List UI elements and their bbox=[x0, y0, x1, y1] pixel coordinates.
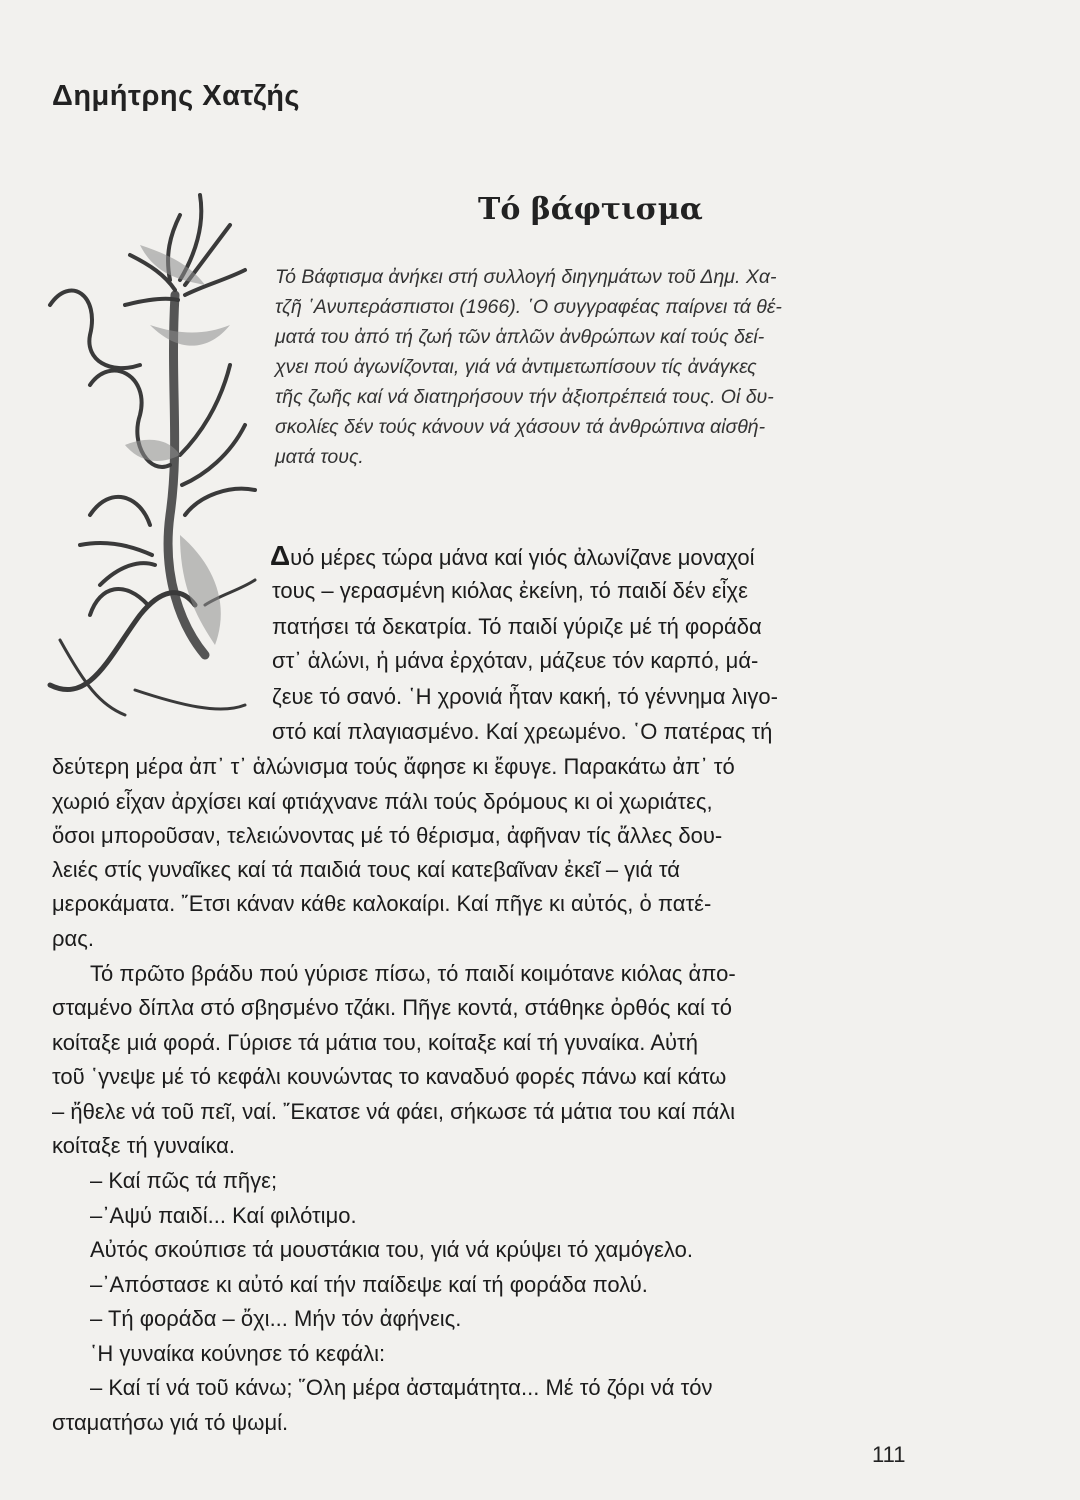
flower-illustration-icon bbox=[30, 185, 290, 740]
story-line: δεύτερη μέρα ἀπ᾿ τ᾿ ἁλώνισμα τούς ἄφησε κι ἔφυγε. Παρακάτω ἀπ᾿ τό bbox=[52, 754, 735, 779]
story-title: Τό βάφτισμα bbox=[478, 192, 703, 227]
story-line: Αὐτός σκούπισε τά μουστάκια του, γιά νά κρύψει τό χαμόγελο. bbox=[90, 1237, 693, 1262]
story-line: κοίταξε τή γυναίκα. bbox=[52, 1133, 235, 1158]
story-line: λειές στίς γυναῖκες καί τά παιδιά τους καί κατεβαῖναν ἐκεῖ – γιά τά bbox=[52, 857, 680, 882]
story-line: Τό πρῶτο βράδυ πού γύρισε πίσω, τό παιδί κοιμότανε κιόλας ἀπο- bbox=[90, 961, 736, 986]
author-name: Δημήτρης Χατζής bbox=[52, 80, 301, 112]
intro-line: σκολίες δέν τούς κάνουν νά χάσουν τά ἀνθρώπινα αἰσθή- bbox=[275, 416, 766, 438]
story-line: πατήσει τά δεκατρία. Τό παιδί γύριζε μέ τή φοράδα bbox=[272, 614, 762, 639]
story-line: ῾Η γυναίκα κούνησε τό κεφάλι: bbox=[90, 1341, 386, 1366]
intro-line: χνει πού ἀγωνίζονται, γιά νά ἀντιμετωπίσουν τίς ἀνάγκες bbox=[275, 356, 757, 378]
story-line: ρας. bbox=[52, 926, 94, 951]
intro-line: τῆς ζωῆς καί νά διατηρήσουν τήν ἀξιοπρέπειά τους. Οἱ δυ- bbox=[275, 386, 774, 408]
intro-line: Τό Βάφτισμα ἀνήκει στή συλλογή διηγημάτων τοῦ Δημ. Χα- bbox=[275, 266, 777, 288]
intro-paragraph bbox=[275, 262, 915, 472]
dialogue-line: – Καί τί νά τοῦ κάνω; ῞Ολη μέρα ἀσταμάτητα... Μέ τό ζόρι νά τόν bbox=[90, 1375, 713, 1400]
story-line: υό μέρες τώρα μάνα καί γιός ἀλωνίζανε μοναχοί bbox=[290, 545, 755, 570]
story-line: σταματήσω γιά τό ψωμί. bbox=[52, 1410, 289, 1435]
story-line: στό καί πλαγιασμένο. Καί χρεωμένο. ῾Ο πατέρας τή bbox=[272, 719, 773, 744]
dialogue-line: –᾿Απόστασε κι αὐτό καί τήν παίδεψε καί τή φοράδα πολύ. bbox=[90, 1272, 648, 1297]
story-line: στ᾿ ἁλώνι, ἡ μάνα ἐρχόταν, μάζευε τόν καρπό, μά- bbox=[272, 648, 759, 673]
story-line: – ἤθελε νά τοῦ πεῖ, ναί. ῎Εκατσε νά φάει, σήκωσε τά μάτια του καί πάλι bbox=[52, 1099, 736, 1124]
intro-line: ματά του ἀπό τή ζωή τῶν ἁπλῶν ἀνθρώπων καί τούς δεί- bbox=[275, 326, 765, 348]
story-line: τοῦ ῾γνεψε μέ τό κεφάλι κουνώντας το καναδυό φορές πάνω καί κάτω bbox=[52, 1064, 727, 1089]
story-line: μεροκάματα. ῎Ετσι κάναν κάθε καλοκαίρι. Καί πῆγε κι αὐτός, ὁ πατέ- bbox=[52, 891, 712, 916]
story-first-line bbox=[270, 540, 754, 572]
story-line: κοίταξε μιά φορά. Γύρισε τά μάτια του, κοίταξε καί τή γυναίκα. Αὐτή bbox=[52, 1030, 698, 1055]
intro-line: τζῆ ῾Ανυπεράσπιστοι (1966). ῾Ο συγγραφέας παίρνει τά θέ- bbox=[275, 296, 782, 318]
story-line: ζευε τό σανό. ῾Η χρονιά ἦταν κακή, τό γέννημα λιγο- bbox=[272, 684, 778, 709]
drop-cap: Δ bbox=[270, 540, 291, 571]
dialogue-line: –᾿Αψύ παιδί... Καί φιλότιμο. bbox=[90, 1203, 357, 1228]
story-line: ὅσοι μποροῦσαν, τελειώνοντας μέ τό θέρισμα, ἀφῆναν τίς ἄλλες δου- bbox=[52, 823, 723, 848]
story-line: τους – γερασμένη κιόλας ἐκείνη, τό παιδί δέν εἶχε bbox=[272, 578, 748, 603]
dialogue-line: – Καί πῶς τά πῆγε; bbox=[90, 1168, 278, 1193]
page-number: 111 bbox=[872, 1442, 906, 1467]
intro-line: ματά τους. bbox=[275, 446, 364, 468]
story-line: σταμένο δίπλα στό σβησμένο τζάκι. Πῆγε κοντά, στάθηκε ὀρθός καί τό bbox=[52, 995, 732, 1020]
dialogue-line: – Τή φοράδα – ὄχι... Μήν τόν ἀφήνεις. bbox=[90, 1306, 462, 1331]
story-line: χωριό εἶχαν ἀρχίσει καί φτιάχνανε πάλι τούς δρόμους κι οἱ χωριάτες, bbox=[52, 789, 713, 814]
